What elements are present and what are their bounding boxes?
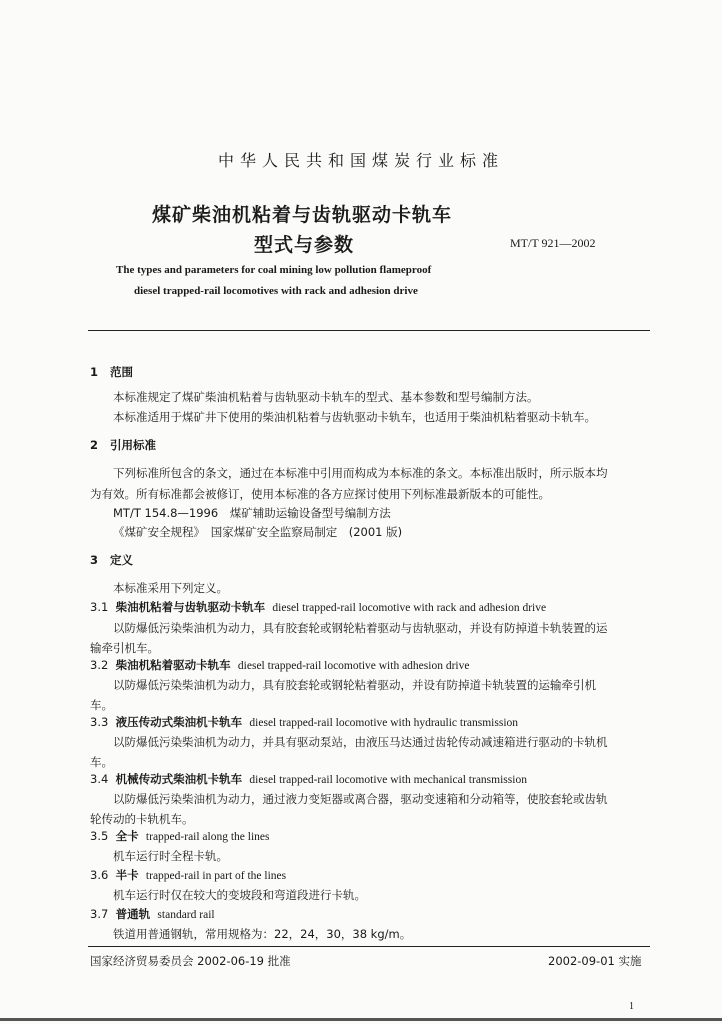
paragraph: 轮传动的卡轨机车。 [90, 812, 194, 826]
footer-divider [88, 946, 650, 947]
paragraph: 铁道用普通钢轨，常用规格为：22，24，30，38 kg/m。 [113, 927, 412, 941]
term-cn: 机械传动式柴油机卡轨车 [115, 772, 243, 786]
issuing-organization: 中华人民共和国煤炭行业标准 [217, 151, 504, 170]
paragraph: 本标准采用下列定义。 [113, 581, 228, 595]
scan-edge [0, 1018, 722, 1021]
paragraph: 输牵引机车。 [90, 641, 159, 655]
clause-number: 3.7 [90, 907, 109, 921]
clause-number: 3.3 [90, 715, 109, 729]
definition-term [90, 771, 527, 787]
section-number: 3 [90, 553, 99, 567]
paragraph: 车。 [90, 755, 113, 769]
clause-number: 3.1 [90, 600, 109, 614]
definition-term [90, 599, 546, 615]
term-cn: 全卡 [115, 829, 139, 843]
paragraph: 机车运行时仅在较大的变坡段和弯道段进行卡轨。 [113, 888, 366, 902]
term-cn: 半卡 [115, 868, 139, 882]
definition-term [90, 657, 469, 673]
clause-number: 3.4 [90, 772, 109, 786]
clause-number: 3.6 [90, 868, 109, 882]
effective-date: 2002-09-01 实施 [548, 954, 642, 968]
section-title: 定义 [110, 553, 134, 567]
paragraph: 机车运行时全程卡轨。 [113, 849, 228, 863]
paragraph: 本标准适用于煤矿井下使用的柴油机粘着与齿轨驱动卡轨车，也适用于柴油机粘着驱动卡轨车。 [113, 410, 596, 424]
title-cn-line2: 型式与参数 [254, 234, 355, 256]
term-cn: 柴油机粘着与齿轨驱动卡轨车 [115, 600, 266, 614]
approval-note: 国家经济贸易委员会 2002-06-19 批准 [90, 954, 291, 968]
definition-term [90, 867, 286, 883]
paragraph: 本标准规定了煤矿柴油机粘着与齿轨驱动卡轨车的型式、基本参数和型号编制方法。 [113, 390, 539, 404]
reference-item: MT/T 154.8—1996 煤矿辅助运输设备型号编制方法 [113, 506, 391, 520]
term-cn: 液压传动式柴油机卡轨车 [115, 715, 243, 729]
section-2-heading [90, 437, 156, 453]
term-en: diesel trapped-rail locomotive with mechanical transmission [249, 774, 527, 786]
term-cn: 普通轨 [115, 907, 151, 921]
paragraph: 以防爆低污染柴油机为动力，通过液力变矩器或离合器，驱动变速箱和分动箱等，使胶套轮或齿轨 [113, 792, 608, 806]
term-en: trapped-rail in part of the lines [145, 870, 287, 882]
reference-item: 《煤矿安全规程》 国家煤矿安全监察局制定 (2001 版) [113, 525, 403, 539]
paragraph: 以防爆低污染柴油机为动力，并具有驱动泵站，由液压马达通过齿轮传动减速箱进行驱动的卡轨机 [113, 735, 608, 749]
section-1-heading [90, 364, 133, 380]
definition-term [90, 906, 215, 922]
page-number: 1 [629, 1001, 634, 1012]
title-en-line1: The types and parameters for coal mining low pollution flameproof [116, 264, 432, 276]
paragraph: 车。 [90, 698, 113, 712]
title-en-line2: diesel trapped-rail locomotives with rack and adhesion drive [134, 285, 418, 297]
term-cn: 柴油机粘着驱动卡轨车 [115, 658, 231, 672]
paragraph: 为有效。所有标准都会被修订，使用本标准的各方应探讨使用下列标准最新版本的可能性。 [90, 487, 550, 501]
section-number: 2 [90, 438, 99, 452]
paragraph: 以防爆低污染柴油机为动力，具有胶套轮或钢轮粘着驱动与齿轨驱动，并设有防掉道卡轨装置的运 [113, 621, 608, 635]
title-cn-line1: 煤矿柴油机粘着与齿轨驱动卡轨车 [152, 204, 453, 226]
definition-term [90, 714, 518, 730]
term-en: diesel trapped-rail locomotive with hydraulic transmission [249, 717, 519, 729]
paragraph: 下列标准所包含的条文，通过在本标准中引用而构成为本标准的条文。本标准出版时，所示版本均 [113, 466, 608, 480]
term-en: standard rail [157, 909, 215, 921]
standard-number: MT/T 921—2002 [510, 236, 596, 250]
section-title: 范围 [110, 365, 134, 379]
definition-term [90, 828, 270, 844]
term-en: diesel trapped-rail locomotive with rack and adhesion drive [272, 602, 547, 614]
term-en: trapped-rail along the lines [145, 831, 270, 843]
paragraph: 以防爆低污染柴油机为动力，具有胶套轮或钢轮粘着驱动，并设有防掉道卡轨装置的运输牵引机 [113, 678, 596, 692]
clause-number: 3.2 [90, 658, 109, 672]
section-title: 引用标准 [110, 438, 157, 452]
header-divider [88, 330, 650, 331]
section-3-heading [90, 552, 133, 568]
term-en: diesel trapped-rail locomotive with adhesion drive [237, 660, 470, 672]
clause-number: 3.5 [90, 829, 109, 843]
section-number: 1 [90, 365, 99, 379]
